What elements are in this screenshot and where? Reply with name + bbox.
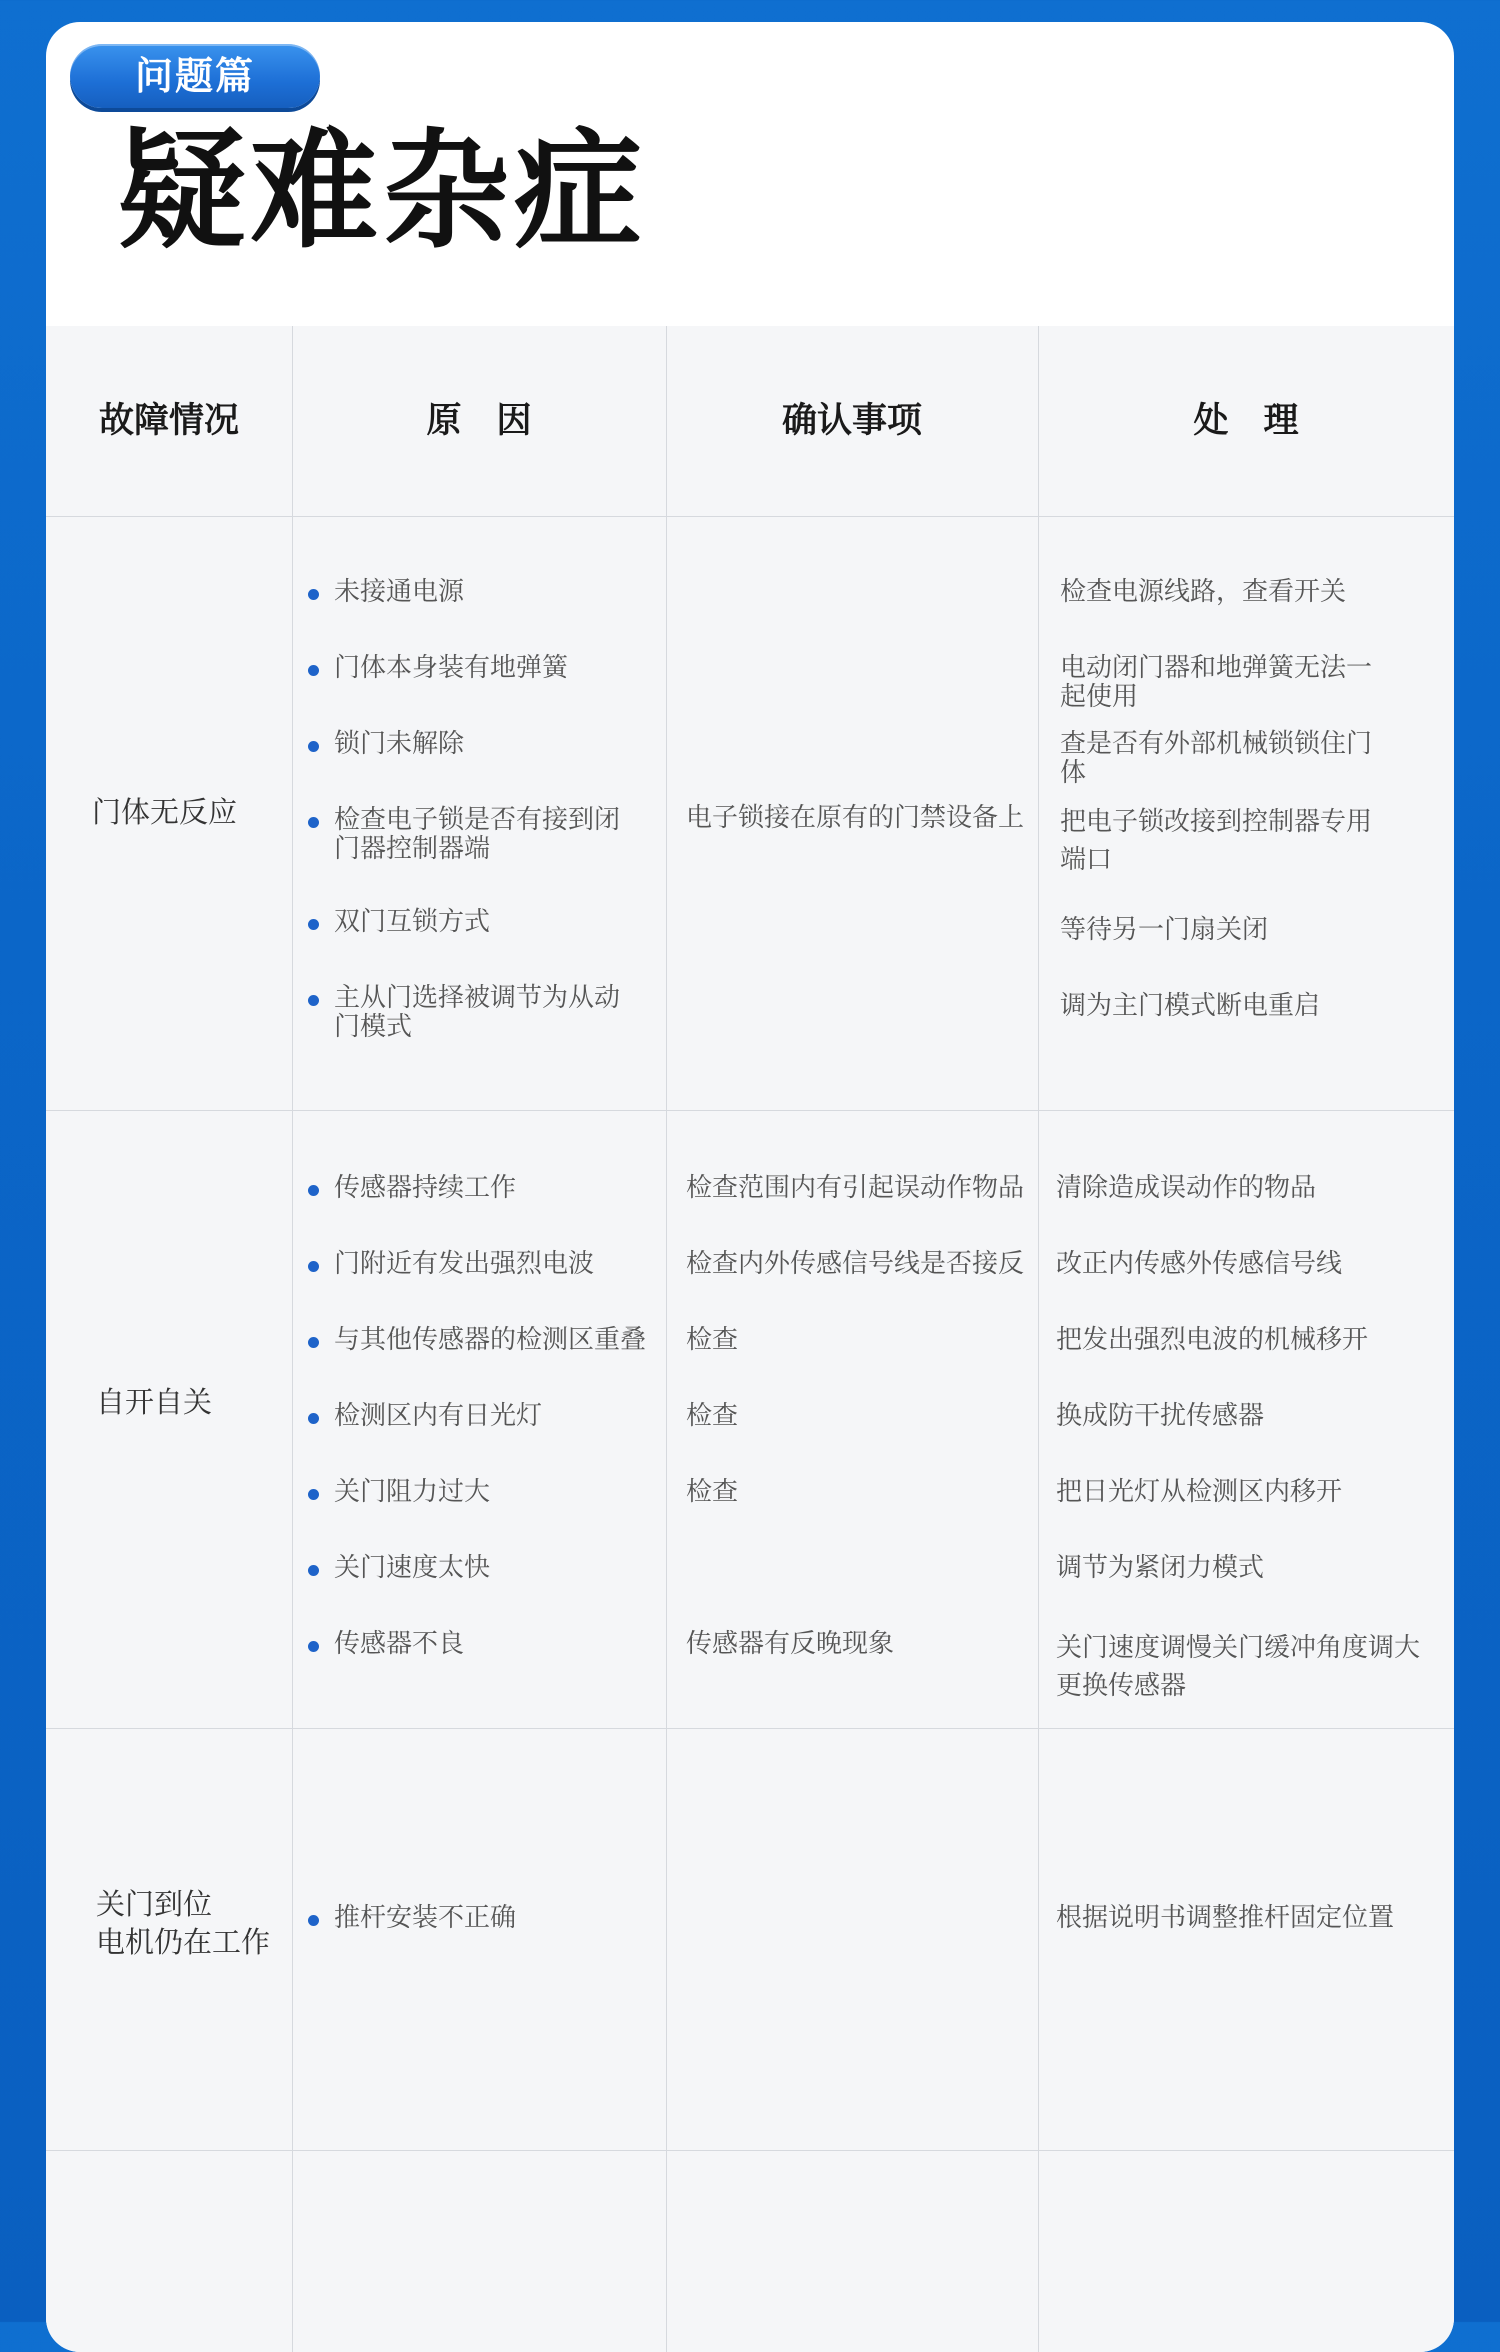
cause-item: 门附近有发出强烈电波 — [308, 1250, 684, 1279]
cause-item: 关门阻力过大 — [308, 1478, 684, 1507]
cause-item: 与其他传感器的检测区重叠 — [308, 1326, 684, 1355]
troubleshooting-table — [46, 326, 1454, 2352]
confirm-item: 检查 — [686, 1325, 739, 1355]
handle-item: 查是否有外部机械锁锁住门体 — [1060, 729, 1373, 789]
handle-item: 等待另一门扇关闭 — [1060, 915, 1269, 945]
cause-item: 未接通电源 — [308, 578, 674, 607]
confirm-item: 检查 — [686, 1477, 739, 1507]
handle-item: 把发出强烈电波的机械移开 — [1056, 1325, 1369, 1355]
section-badge: 问题篇 — [70, 44, 320, 108]
handle-item: 清除造成误动作的物品 — [1056, 1173, 1317, 1203]
cause-item: 主从门选择被调节为从动门模式 — [308, 984, 634, 1042]
fault-label-line: 关门到位 — [96, 1887, 213, 1921]
page-title: 疑难杂症 — [118, 117, 647, 266]
confirm-item: 检查 — [686, 1401, 739, 1431]
handle-item: 调为主门模式断电重启 — [1060, 991, 1321, 1021]
handle-item: 换成防干扰传感器 — [1056, 1401, 1265, 1431]
row-divider — [46, 2150, 1454, 2151]
fault-label-line: 电机仍在工作 — [96, 1924, 271, 1959]
cause-item: 关门速度太快 — [308, 1554, 684, 1583]
handle-item: 检查电源线路，查看开关 — [1060, 577, 1347, 607]
handle-item: 电动闭门器和地弹簧无法一起使用 — [1060, 653, 1373, 713]
confirm-item: 传感器有反晚现象 — [686, 1629, 895, 1659]
header-confirm: 确认事项 — [781, 401, 922, 441]
column-divider — [1038, 326, 1039, 2352]
cause-item: 门体本身装有地弹簧 — [308, 654, 674, 683]
header-fault: 故障情况 — [98, 401, 239, 441]
handle-item: 关门速度调慢关门缓冲角度调大更换传感器 — [1056, 1633, 1421, 1701]
fault-label: 门体无反应 — [92, 795, 238, 829]
handle-item: 改正内传感外传感信号线 — [1056, 1249, 1343, 1279]
handle-item: 根据说明书调整推杆固定位置 — [1056, 1903, 1395, 1933]
row-divider — [46, 1728, 1454, 1729]
row-divider — [46, 1110, 1454, 1111]
cause-item: 传感器不良 — [308, 1630, 684, 1659]
cause-item: 双门互锁方式 — [308, 908, 674, 937]
handle-item: 调节为紧闭力模式 — [1056, 1553, 1265, 1583]
fault-label: 自开自关 — [96, 1385, 213, 1419]
fault-label — [96, 1886, 270, 1961]
cause-item: 锁门未解除 — [308, 730, 674, 759]
cause-item: 推杆安装不正确 — [308, 1904, 684, 1933]
confirm-item: 检查内外传感信号线是否接反 — [686, 1249, 1025, 1279]
row-divider — [46, 516, 1454, 517]
confirm-item: 检查范围内有引起误动作物品 — [686, 1173, 1025, 1203]
content-card — [46, 22, 1454, 2352]
cause-item: 检测区内有日光灯 — [308, 1402, 684, 1431]
column-divider — [292, 326, 293, 2352]
header-cause: 原 因 — [426, 401, 532, 441]
cause-item: 检查电子锁是否有接到闭门器控制器端 — [308, 806, 634, 864]
handle-item: 把电子锁改接到控制器专用端口 — [1060, 807, 1373, 875]
header-handle: 处 理 — [1193, 401, 1299, 441]
handle-item: 把日光灯从检测区内移开 — [1056, 1477, 1343, 1507]
confirm-item: 电子锁接在原有的门禁设备上 — [686, 803, 1025, 833]
cause-item: 传感器持续工作 — [308, 1174, 684, 1203]
